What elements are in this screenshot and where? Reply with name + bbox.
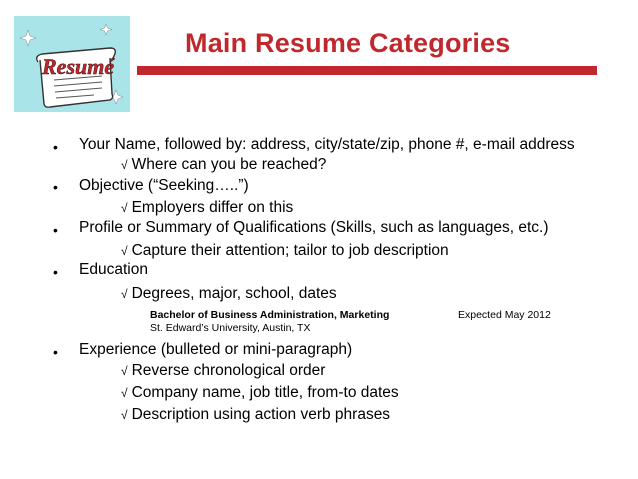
sub-item — [121, 156, 326, 174]
check-icon: √ — [121, 201, 128, 215]
list-item: Objective (“Seeking…..”) — [79, 177, 249, 194]
sub-item — [121, 384, 399, 402]
sub-item — [121, 362, 325, 380]
page-title: Main Resume Categories — [185, 28, 511, 58]
education-expected-date: Expected May 2012 — [458, 309, 551, 321]
list-item: Experience (bulleted or mini-paragraph) — [79, 341, 353, 358]
bullet-icon: • — [53, 179, 58, 195]
logo-text: Resumé — [42, 54, 115, 79]
check-icon: √ — [121, 364, 128, 378]
sub-item-text: Description using action verb phrases — [131, 406, 391, 423]
bullet-icon: • — [53, 222, 58, 238]
list-item: Education — [79, 261, 148, 278]
check-icon: √ — [121, 408, 128, 422]
sub-item — [121, 285, 337, 303]
sub-item-text: Employers differ on this — [131, 199, 294, 216]
bullet-icon: • — [53, 344, 58, 360]
education-school: St. Edward’s University, Austin, TX — [150, 322, 311, 334]
list-item: Your Name, followed by: address, city/state/zip, phone #, e-mail address — [79, 136, 575, 153]
title-underline — [137, 66, 597, 75]
sub-item-text: Company name, job title, from-to dates — [131, 384, 399, 401]
check-icon: √ — [121, 386, 128, 400]
check-icon: √ — [121, 244, 128, 258]
bullet-icon: • — [53, 139, 58, 155]
resume-scroll-logo — [14, 16, 130, 112]
sub-item-text: Reverse chronological order — [131, 362, 326, 379]
sub-item-text: Where can you be reached? — [131, 156, 327, 173]
sub-item — [121, 199, 293, 217]
list-item: Profile or Summary of Qualifications (Skills, such as languages, etc.) — [79, 219, 549, 236]
sub-item-text: Degrees, major, school, dates — [131, 285, 337, 302]
bullet-icon: • — [53, 264, 58, 280]
check-icon: √ — [121, 158, 128, 172]
sub-item-text: Capture their attention; tailor to job description — [131, 242, 449, 259]
education-degree: Bachelor of Business Administration, Marketing — [150, 309, 390, 321]
sub-item — [121, 406, 390, 424]
sub-item — [121, 242, 449, 260]
check-icon: √ — [121, 287, 128, 301]
